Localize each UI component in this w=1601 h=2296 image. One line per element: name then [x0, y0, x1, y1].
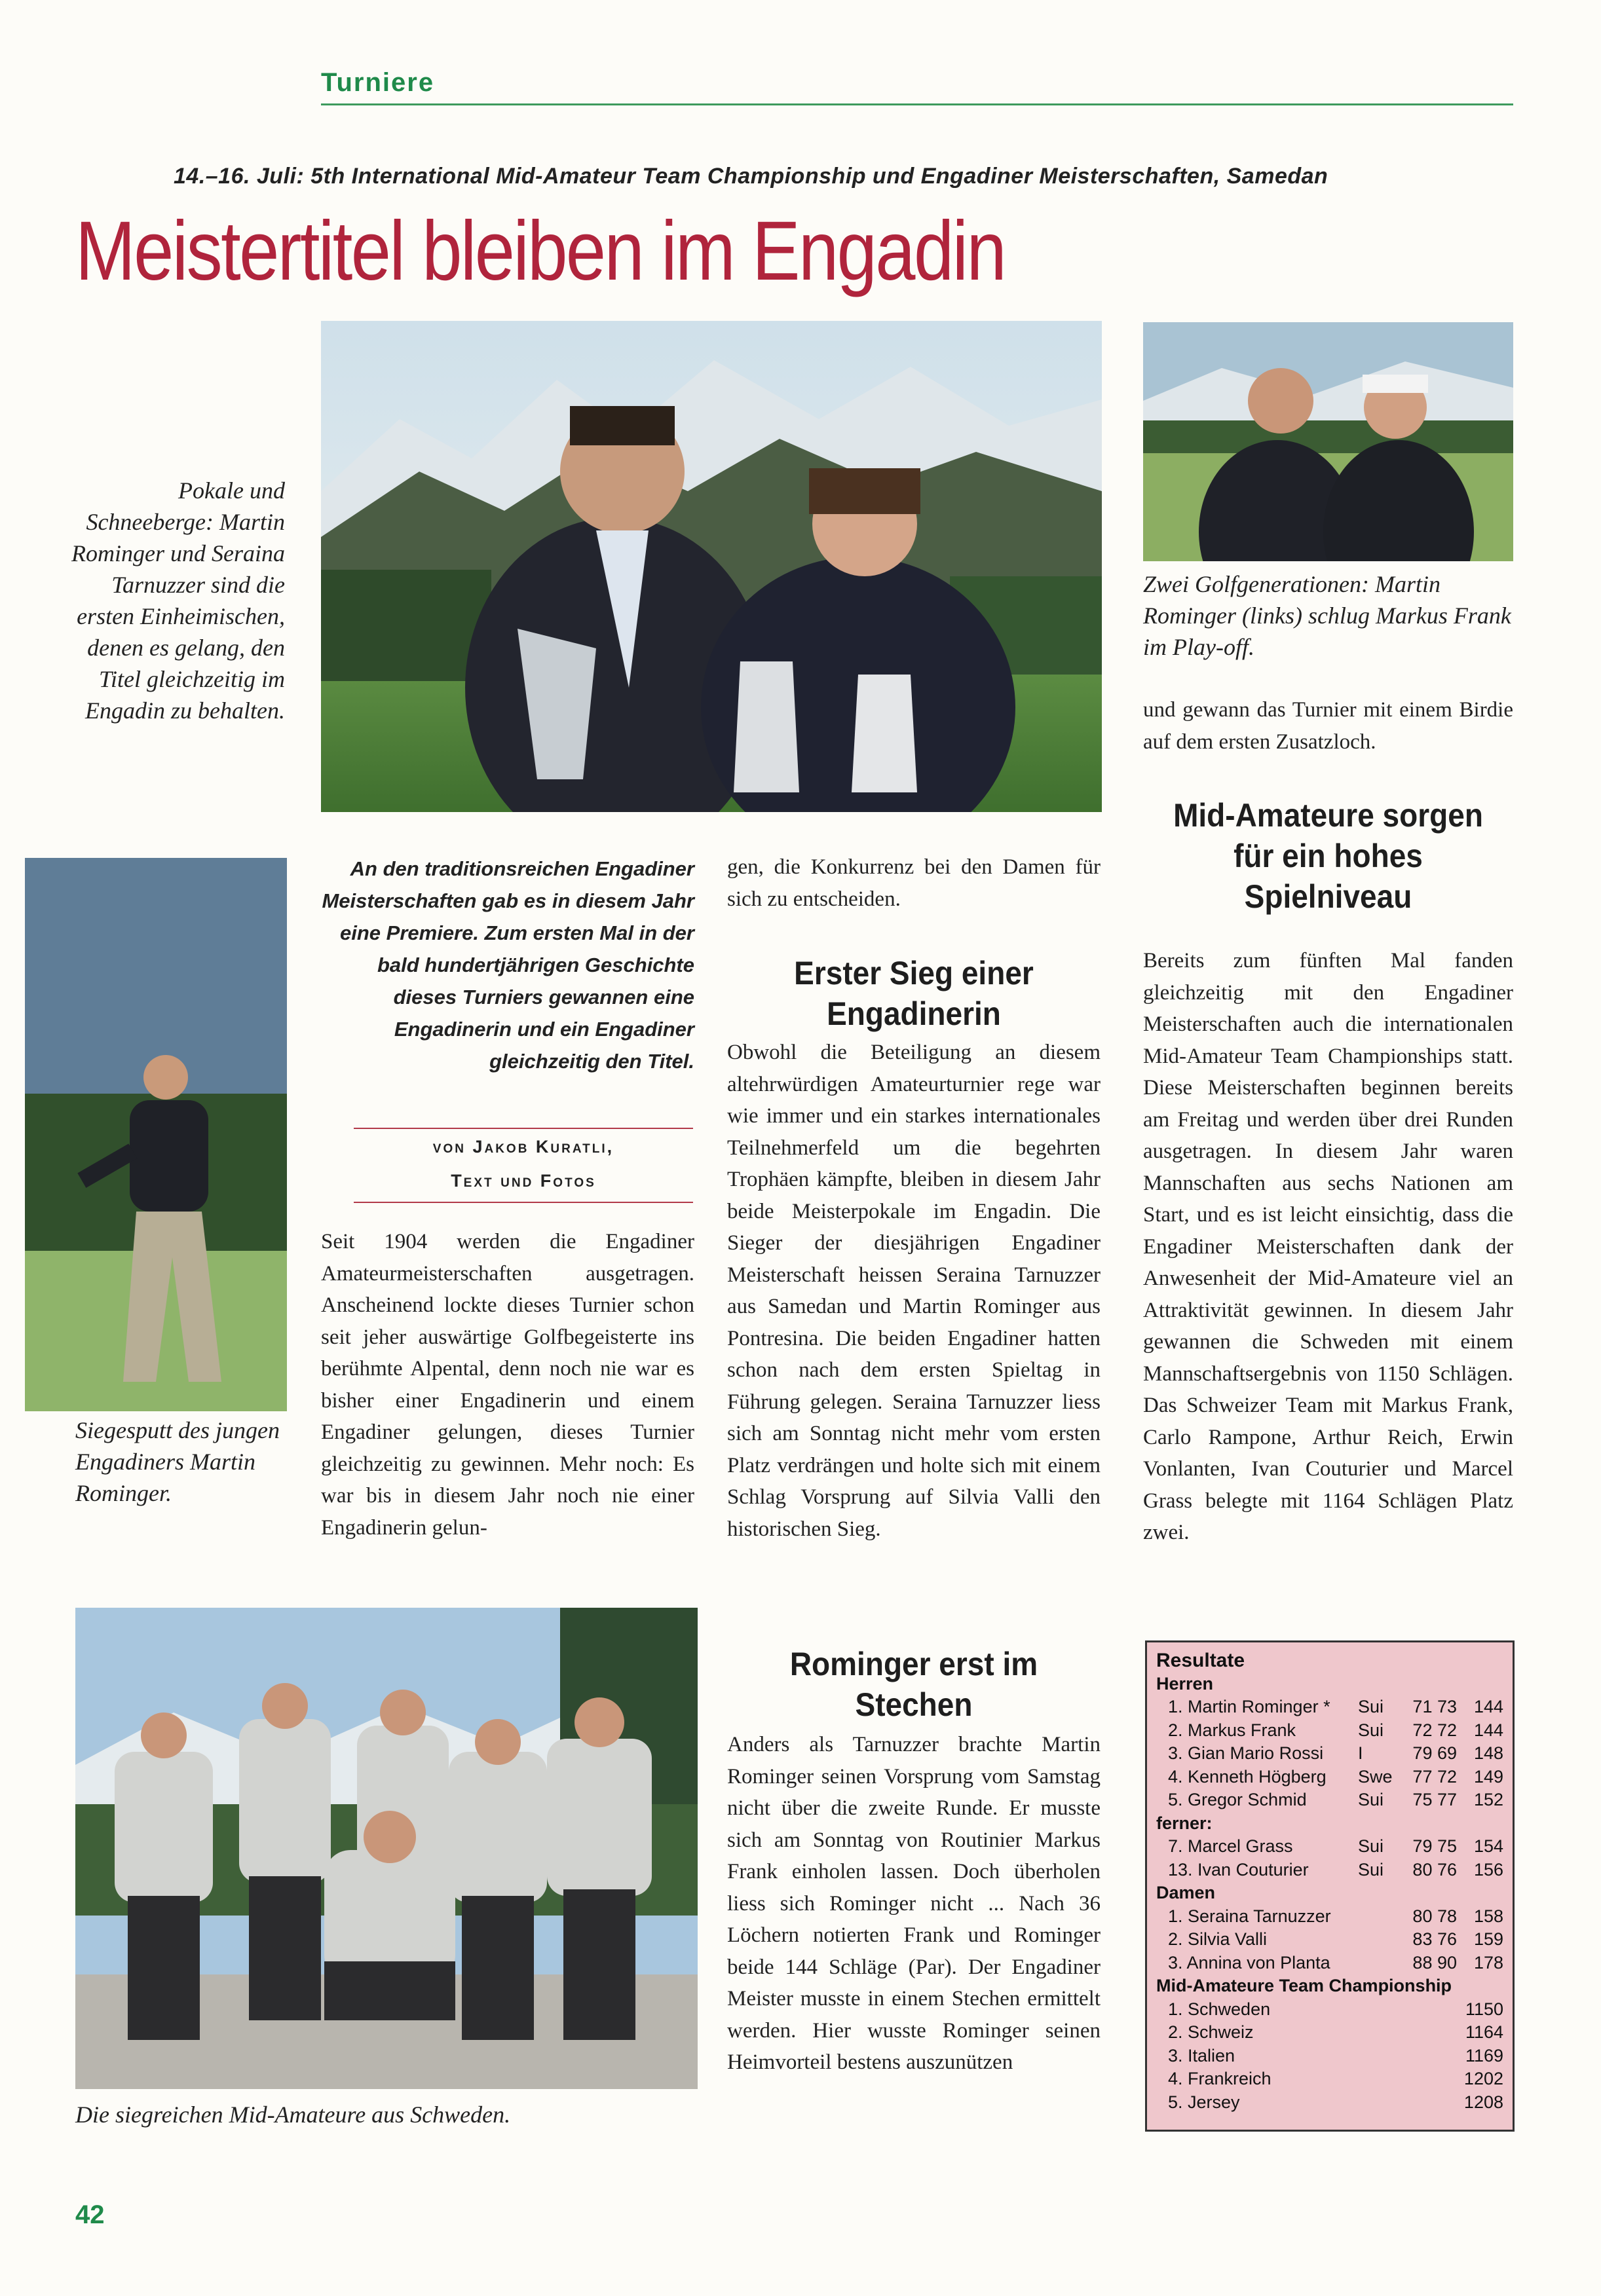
results-title: Resultate [1156, 1650, 1245, 1671]
subhead-mid-amateure: Mid-Amateure sorgen für ein hohes Spielniveau [1173, 797, 1483, 915]
putt-photo [25, 858, 287, 1411]
subhead-rominger: Rominger erst im Stechen [789, 1646, 1038, 1723]
column-2-body: Obwohl die Beteiligung an diesem altehrwürdigen Amateurturnier rege war wie immer und ein starkes internationales Teilnehmerfeld um die begehrten Trophäen kämpfte, bleiben in diesem Jahr beide Meisterpokale im Engadin. Die Sieger der diesjährigen Engadiner Meisterschaft heissen Seraina Tarnuzzer aus Samedan und Martin Rominger aus Pontresina. Die beiden Engadiner hatten schon nach dem ersten Spieltag in Führung gelegen. Seraina Tarnuzzer liess sich am Sonntag nicht mehr vom ersten Platz verdrängen und holte sich mit einem Schlag Vorsprung auf Silvia Valli den historischen Sieg. [727, 1041, 1101, 1541]
article-kicker: 14.–16. Juli: 5th International Mid-Amateur Team Championship und Engadiner Meisterschaften, Samedan [174, 164, 1328, 189]
team-caption: Die siegreichen Mid-Amateure aus Schweden. [75, 2102, 511, 2128]
generations-caption: Zwei Golfgenerationen: Martin Rominger (links) schlug Markus Frank im Play-off. [1143, 571, 1511, 660]
page-number: 42 [75, 2200, 105, 2229]
result-row: 5. Gregor Schmid Sui 75 77 152 [1168, 1790, 1503, 1809]
byline [354, 1130, 693, 1198]
byline-rule-bottom [354, 1202, 693, 1203]
putt-caption: Siegesputt des jungen Engadiners Martin Rominger. [75, 1417, 280, 1506]
result-row: 13. Ivan Couturier Sui 80 76 156 [1168, 1859, 1503, 1879]
result-row: 3. Gian Mario Rossi I 79 69 148 [1168, 1743, 1503, 1763]
article-headline: Meistertitel bleiben im Engadin [75, 204, 1006, 298]
result-row: 2. Silvia Valli 83 76 159 [1168, 1929, 1503, 1949]
byline-author: von Jakob Kuratli, [432, 1137, 614, 1157]
column-1-body: Seit 1904 werden die Engadiner Amateurmeisterschaften ausgetragen. Anscheinend lockte dieses Turnier schon seit jeher auswärtige Golfbegeisterte ins berühmte Alpental, denn noch nie war es bisher einer Engadinerin und einem Engadiner gelungen, dieses Turnier gleichzeitig zu gewinnen. Mehr noch: Es war bis in diesem Jahr noch nie einer Engadinerin gelun- [321, 1230, 694, 1540]
section-label: Turniere [321, 68, 435, 97]
column-2-bottom: Anders als Tarnuzzer brachte Martin Rominger seinen Vorsprung vom Samstag nicht über die zweite Runde. Er musste sich am Sonntag von Routinier Markus Frank einholen lassen. Doch überholen liess sich Rominger nicht ... Nach 36 Löchern notierten Frank und Rominger beide 144 Schläge (Par). Der Engadiner Meister musste in einem Stechen ermittelt werden. Hier wusste Rominger seinen Heimvorteil bestens auszunützen [727, 1733, 1101, 2074]
subhead-erster-sieg: Erster Sieg einer Engadinerin [794, 955, 1034, 1032]
trophy-caption: Pokale und Schneeberge: Martin Rominger und Seraina Tarnuzzer sind die ersten Einheimischen, denen es gelang, den Titel gleichzeitig im Engadin zu behalten. [71, 477, 285, 724]
herren-list [1156, 1695, 1503, 1812]
article-lead: An den traditionsreichen Engadiner Meisterschaften gab es in diesem Jahr eine Premiere. Zum ersten Mal in der bald hundertjährigen Geschichte dieses Turniers gewannen eine Engadinerin und ein Engadiner gleichzeitig den Titel. [322, 857, 694, 1073]
result-row: 2. Markus Frank Sui 72 72 144 [1168, 1720, 1503, 1740]
team-row: 5. Jersey 1208 [1168, 2092, 1503, 2112]
column-3-body: Bereits zum fünften Mal fanden gleichzeitig mit den Engadiner Meisterschaften auch die internationalen Mid-Amateur Team Championships statt. Diese Meisterschaften beginnen bereits am Freitag und werden über drei Runden ausgetragen. In diesem Jahr waren Mannschaften aus sechs Nationen am Start, und es ist leicht einsichtig, dass die Engadiner Meisterschaften dank der Anwesenheit der Mid-Amateure viel an Attraktivität gewinnen. In diesem Jahr gewannen die Schweden mit einem Mannschaftsergebnis von 1150 Schlägen. Das Schweizer Team mit Markus Frank, Carlo Rampone, Arthur Reich, Erwin Vonlanten, Ivan Couturier und Marcel Grass belegte mit 1164 Schlägen Platz zwei. [1143, 949, 1513, 1544]
result-row: 3. Annina von Planta 88 90 178 [1168, 1952, 1503, 1972]
column-3-top: und gewann das Turnier mit einem Birdie auf dem ersten Zusatzloch. [1143, 698, 1513, 754]
team-row: 1. Schweden 1150 [1168, 1999, 1503, 2019]
trophy-photo [321, 321, 1102, 812]
team-row: 2. Schweiz 1164 [1168, 2022, 1503, 2042]
herren-label: Herren [1156, 1673, 1214, 1694]
result-row: 1. Martin Rominger * Sui 71 73 144 [1168, 1697, 1503, 1716]
result-row: 1. Seraina Tarnuzzer 80 78 158 [1168, 1906, 1503, 1926]
byline-rule-top [354, 1128, 693, 1129]
damen-label: Damen [1156, 1883, 1216, 1902]
column-2-top: gen, die Konkurrenz bei den Damen für sich zu entscheiden. [727, 855, 1101, 911]
team-row: 4. Frankreich 1202 [1168, 2069, 1503, 2088]
ferner-label: ferner: [1156, 1813, 1213, 1833]
section-rule [321, 103, 1513, 105]
team-label: Mid-Amateure Team Championship [1156, 1976, 1452, 1995]
result-row: 4. Kenneth Högberg Swe 77 72 149 [1168, 1766, 1503, 1787]
team-row: 3. Italien 1169 [1168, 2045, 1503, 2065]
team-photo [75, 1608, 698, 2089]
byline-credit: Text und Fotos [451, 1171, 596, 1191]
results-box [1145, 1640, 1515, 2132]
result-row: 7. Marcel Grass Sui 79 75 154 [1168, 1836, 1503, 1856]
generations-photo [1143, 322, 1513, 561]
